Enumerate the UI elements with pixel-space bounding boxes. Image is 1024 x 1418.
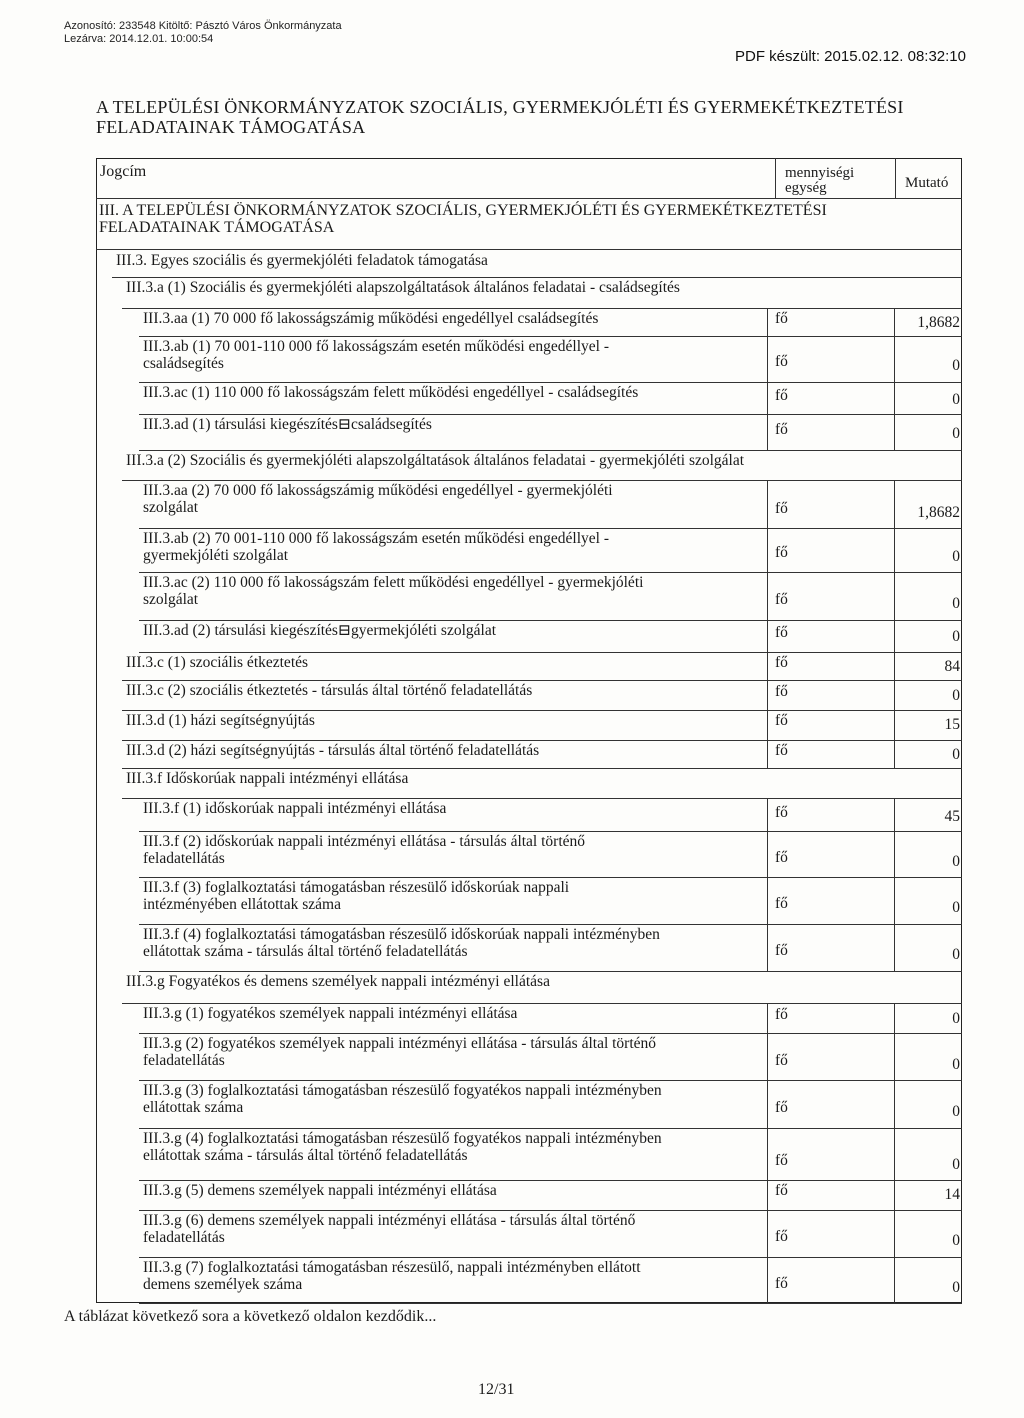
row-divider: [139, 971, 962, 972]
column-divider: [894, 652, 895, 680]
row-label-line-1: III.3.ad (1) társulási kiegészítés⊟családsegítés: [143, 416, 432, 433]
column-divider: [767, 1210, 768, 1257]
column-divider: [767, 480, 768, 528]
row-divider: [139, 572, 962, 573]
row-label: [143, 800, 446, 817]
column-divider: [767, 680, 768, 710]
row-label: [126, 712, 315, 729]
row-label-line-1: III.3.g (4) foglalkoztatási támogatásban részesülő fogyatékos nappali intézményben: [143, 1130, 662, 1147]
row-divider: [122, 480, 962, 481]
row-value: 0: [952, 853, 960, 870]
row-value: 0: [952, 595, 960, 612]
column-header-mutato: Mutató: [905, 175, 949, 191]
row-unit: fő: [775, 1182, 788, 1199]
column-divider: [767, 798, 768, 831]
column-divider: [894, 308, 895, 336]
row-unit: fő: [775, 712, 788, 729]
column-divider: [767, 382, 768, 414]
column-divider: [767, 1003, 768, 1033]
column-divider: [894, 710, 895, 740]
row-label: [143, 482, 613, 516]
row-value: 0: [952, 1156, 960, 1173]
row-label-line-1: III.3.f (3) foglalkoztatási támogatásban részesülő időskorúak nappali: [143, 879, 570, 896]
row-unit: fő: [775, 1052, 788, 1069]
row-label-line-2: ellátottak száma - társulás által történő feladatellátás: [143, 1147, 468, 1164]
row-unit: fő: [775, 421, 788, 438]
row-label-line-2: szolgálat: [143, 591, 199, 608]
row-label: [143, 1005, 517, 1022]
row-divider: [139, 414, 962, 415]
page-number: 12/31: [478, 1381, 515, 1398]
row-label-line-1: III.3.ac (2) 110 000 fő lakosságszám felett működési engedéllyel - gyermekjóléti: [143, 574, 644, 591]
row-divider: [122, 680, 962, 681]
row-label: [143, 384, 638, 401]
row-label: [143, 833, 585, 867]
row-label-line-1: III.3.f (4) foglalkoztatási támogatásban részesülő időskorúak nappali intézményben: [143, 926, 660, 943]
row-label-line-1: III.3.g (5) demens személyek nappali intézményi ellátása: [143, 1182, 497, 1199]
column-divider: [894, 831, 895, 877]
row-label-line-1: III.3.g (3) foglalkoztatási támogatásban részesülő fogyatékos nappali intézményben: [143, 1082, 662, 1099]
column-divider: [894, 1033, 895, 1080]
row-label-line-1: III.3.a (2) Szociális és gyermekjóléti alapszolgáltatások általános feladatai - gyermekjóléti szolgálat: [126, 452, 745, 469]
row-label: [143, 926, 660, 960]
row-value: 0: [952, 391, 960, 408]
column-divider: [894, 1257, 895, 1303]
row-unit: fő: [775, 1099, 788, 1116]
row-label: [143, 1212, 635, 1246]
row-divider: [139, 450, 962, 451]
row-label-line-1: III.3.ab (2) 70 001-110 000 fő lakosságszám esetén működési engedéllyel -: [143, 530, 610, 547]
row-divider: [139, 1303, 962, 1304]
column-divider: [894, 877, 895, 924]
row-label: [143, 1182, 497, 1199]
row-label-line-1: III.3.ab (1) 70 001-110 000 fő lakosságszám esetén működési engedéllyel -: [143, 338, 610, 355]
column-divider: [894, 480, 895, 528]
row-label: [116, 252, 488, 269]
row-divider: [122, 710, 962, 711]
row-divider: [139, 336, 962, 337]
row-value: 45: [944, 808, 960, 825]
row-label-line-2: ellátottak száma: [143, 1099, 244, 1116]
row-unit: fő: [775, 500, 788, 517]
row-label: [126, 742, 539, 759]
section-heading-line-1: III. A TELEPÜLÉSI ÖNKORMÁNYZATOK SZOCIÁLIS, GYERMEKJÓLÉTI ÉS GYERMEKÉTKEZTETÉSI: [99, 202, 827, 219]
row-label-line-1: III.3.ad (2) társulási kiegészítés⊟gyermekjóléti szolgálat: [143, 622, 497, 639]
row-label-line-2: intézményében ellátottak száma: [143, 896, 341, 913]
row-unit: fő: [775, 1006, 788, 1023]
row-value: 0: [952, 899, 960, 916]
row-value: 0: [952, 1103, 960, 1120]
row-label: [143, 416, 432, 433]
row-unit: fő: [775, 624, 788, 641]
row-divider: [96, 198, 962, 199]
row-divider: [139, 1033, 962, 1034]
column-divider: [894, 924, 895, 971]
row-value: 1,8682: [917, 314, 960, 331]
document-header: [64, 20, 342, 46]
column-header-unit-line-1: mennyiségi: [785, 165, 855, 181]
locked-date-line: Lezárva: 2014.12.01. 10:00:54: [64, 33, 214, 45]
row-unit: fő: [775, 742, 788, 759]
row-label-line-1: III.3.g (2) fogyatékos személyek nappali intézményi ellátása - társulás által történő: [143, 1035, 657, 1052]
row-divider: [139, 1257, 962, 1258]
row-unit: fő: [775, 683, 788, 700]
row-divider: [139, 1128, 962, 1129]
row-unit: fő: [775, 1228, 788, 1245]
row-divider: [139, 620, 962, 621]
column-divider: [894, 620, 895, 652]
column-divider: [767, 308, 768, 336]
row-label-line-1: III.3.ac (1) 110 000 fő lakosságszám felett működési engedéllyel - családsegítés: [143, 384, 639, 401]
column-divider: [767, 528, 768, 572]
row-value: 0: [952, 1232, 960, 1249]
column-divider: [767, 877, 768, 924]
row-unit: fő: [775, 310, 788, 327]
row-label: [143, 622, 496, 639]
row-label: [143, 530, 609, 564]
row-label: [143, 1130, 662, 1164]
row-divider: [139, 1180, 962, 1181]
column-header-jogcim: Jogcím: [100, 163, 147, 180]
row-unit: fő: [775, 353, 788, 370]
column-divider: [894, 528, 895, 572]
row-divider: [122, 1003, 962, 1004]
row-label-line-1: III.3.aa (1) 70 000 fő lakosságszámig működési engedéllyel családsegítés: [143, 310, 599, 327]
row-divider: [122, 768, 962, 769]
row-label-line-1: III.3.c (2) szociális étkeztetés - társulás által történő feladatellátás: [126, 682, 533, 699]
row-label: [126, 654, 308, 671]
column-divider: [767, 831, 768, 877]
row-unit: fő: [775, 544, 788, 561]
column-divider: [767, 572, 768, 620]
row-unit: fő: [775, 1152, 788, 1169]
identifier-line: Azonosító: 233548 Kitöltő: Pásztó Város Önkormányzata: [64, 20, 342, 32]
row-value: 1,8682: [917, 504, 960, 521]
row-label-line-1: III.3.d (1) házi segítségnyújtás: [126, 712, 315, 729]
column-divider: [767, 336, 768, 382]
row-divider: [139, 924, 962, 925]
page-title-line-1: A TELEPÜLÉSI ÖNKORMÁNYZATOK SZOCIÁLIS, GYERMEKJÓLÉTI ÉS GYERMEKÉTKEZTETÉSI: [96, 97, 904, 117]
column-divider: [894, 572, 895, 620]
row-label-line-1: III.3.g (6) demens személyek nappali intézményi ellátása - társulás által történő: [143, 1212, 636, 1229]
row-label-line-1: III.3.aa (2) 70 000 fő lakosságszámig működési engedéllyel - gyermekjóléti: [143, 482, 613, 499]
row-label: [143, 1082, 662, 1116]
column-divider: [894, 798, 895, 831]
column-divider: [894, 1128, 895, 1180]
row-value: 0: [952, 628, 960, 645]
row-label: [126, 279, 680, 296]
row-label: [143, 1259, 641, 1293]
column-divider: [767, 1180, 768, 1210]
column-header-unit-line-2: egység: [785, 180, 827, 196]
pdf-created-timestamp: PDF készült: 2015.02.12. 08:32:10: [735, 48, 966, 65]
row-label-line-1: III.3.g (1) fogyatékos személyek nappali intézményi ellátása: [143, 1005, 518, 1022]
column-divider: [767, 740, 768, 768]
row-label-line-1: III.3.f Időskorúak nappali intézményi ellátása: [126, 770, 409, 787]
column-divider: [767, 620, 768, 652]
column-divider: [894, 740, 895, 768]
row-label: [143, 1035, 656, 1069]
row-label: [126, 770, 408, 787]
row-label: [126, 452, 744, 469]
column-divider: [767, 924, 768, 971]
column-divider: [767, 414, 768, 450]
column-divider: [894, 1080, 895, 1128]
row-value: 15: [944, 716, 960, 733]
section-heading-line-2: FELADATAINAK TÁMOGATÁSA: [99, 219, 335, 236]
row-label-line-1: III.3.f (2) időskorúak nappali intézményi ellátása - társulás által történő: [143, 833, 586, 850]
row-value: 14: [944, 1186, 960, 1203]
row-label: [126, 682, 532, 699]
row-divider: [112, 277, 962, 278]
row-unit: fő: [775, 1275, 788, 1292]
row-divider: [139, 877, 962, 878]
row-label-line-2: feladatellátás: [143, 1229, 225, 1246]
row-value: 0: [952, 687, 960, 704]
row-label: [143, 574, 643, 608]
column-divider: [894, 1180, 895, 1210]
row-divider: [139, 652, 962, 653]
column-divider: [894, 680, 895, 710]
column-divider: [767, 1080, 768, 1128]
section-heading: [99, 202, 827, 236]
row-label-line-2: szolgálat: [143, 499, 199, 516]
row-label: [143, 338, 609, 372]
row-divider: [96, 249, 962, 250]
row-label-line-1: III.3.a (1) Szociális és gyermekjóléti alapszolgáltatások általános feladatai - családsegítés: [126, 279, 680, 296]
page-title-line-2: FELADATAINAK TÁMOGATÁSA: [96, 117, 366, 137]
row-label: [143, 310, 598, 327]
row-value: 0: [952, 746, 960, 763]
row-label-line-1: III.3.g (7) foglalkoztatási támogatásban részesülő, nappali intézményben ellátott: [143, 1259, 641, 1276]
row-unit: fő: [775, 591, 788, 608]
row-label-line-2: demens személyek száma: [143, 1276, 303, 1293]
row-divider: [139, 831, 962, 832]
column-divider: [767, 652, 768, 680]
column-divider: [767, 1128, 768, 1180]
row-value: 0: [952, 548, 960, 565]
row-value: 0: [952, 357, 960, 374]
row-unit: fő: [775, 849, 788, 866]
row-value: 0: [952, 425, 960, 442]
row-label: [126, 973, 550, 990]
row-label-line-1: III.3.c (1) szociális étkeztetés: [126, 654, 309, 671]
column-divider: [775, 158, 776, 198]
row-unit: fő: [775, 895, 788, 912]
row-divider: [139, 1080, 962, 1081]
row-value: 0: [952, 946, 960, 963]
row-label: [143, 879, 569, 913]
column-divider: [894, 1210, 895, 1257]
row-label-line-2: feladatellátás: [143, 1052, 225, 1069]
row-divider: [139, 382, 962, 383]
row-divider: [122, 740, 962, 741]
row-divider: [122, 308, 962, 309]
column-divider: [767, 1257, 768, 1303]
page-title: [96, 97, 976, 137]
column-divider: [767, 1033, 768, 1080]
row-divider: [139, 1210, 962, 1211]
row-label-line-2: gyermekjóléti szolgálat: [143, 547, 289, 564]
row-value: 84: [944, 658, 960, 675]
row-label-line-2: ellátottak száma - társulás által történő feladatellátás: [143, 943, 468, 960]
row-label-line-1: III.3. Egyes szociális és gyermekjóléti feladatok támogatása: [116, 252, 488, 269]
column-divider: [767, 710, 768, 740]
row-unit: fő: [775, 942, 788, 959]
row-value: 0: [952, 1279, 960, 1296]
row-label-line-2: feladatellátás: [143, 850, 225, 867]
column-divider: [894, 382, 895, 414]
row-value: 0: [952, 1010, 960, 1027]
row-unit: fő: [775, 654, 788, 671]
continuation-note: A táblázat következő sora a következő oldalon kezdődik...: [64, 1308, 437, 1325]
row-label-line-1: III.3.g Fogyatékos és demens személyek nappali intézményi ellátása: [126, 973, 550, 990]
row-divider: [122, 798, 962, 799]
row-unit: fő: [775, 804, 788, 821]
row-label-line-1: III.3.f (1) időskorúak nappali intézményi ellátása: [143, 800, 447, 817]
column-divider: [894, 1003, 895, 1033]
column-divider: [894, 414, 895, 450]
column-header-unit: [785, 166, 854, 196]
row-value: 0: [952, 1056, 960, 1073]
row-label-line-1: III.3.d (2) házi segítségnyújtás - társulás által történő feladatellátás: [126, 742, 540, 759]
row-label-line-2: családsegítés: [143, 355, 224, 372]
row-unit: fő: [775, 387, 788, 404]
column-divider: [895, 158, 896, 198]
row-divider: [139, 528, 962, 529]
column-divider: [894, 336, 895, 382]
